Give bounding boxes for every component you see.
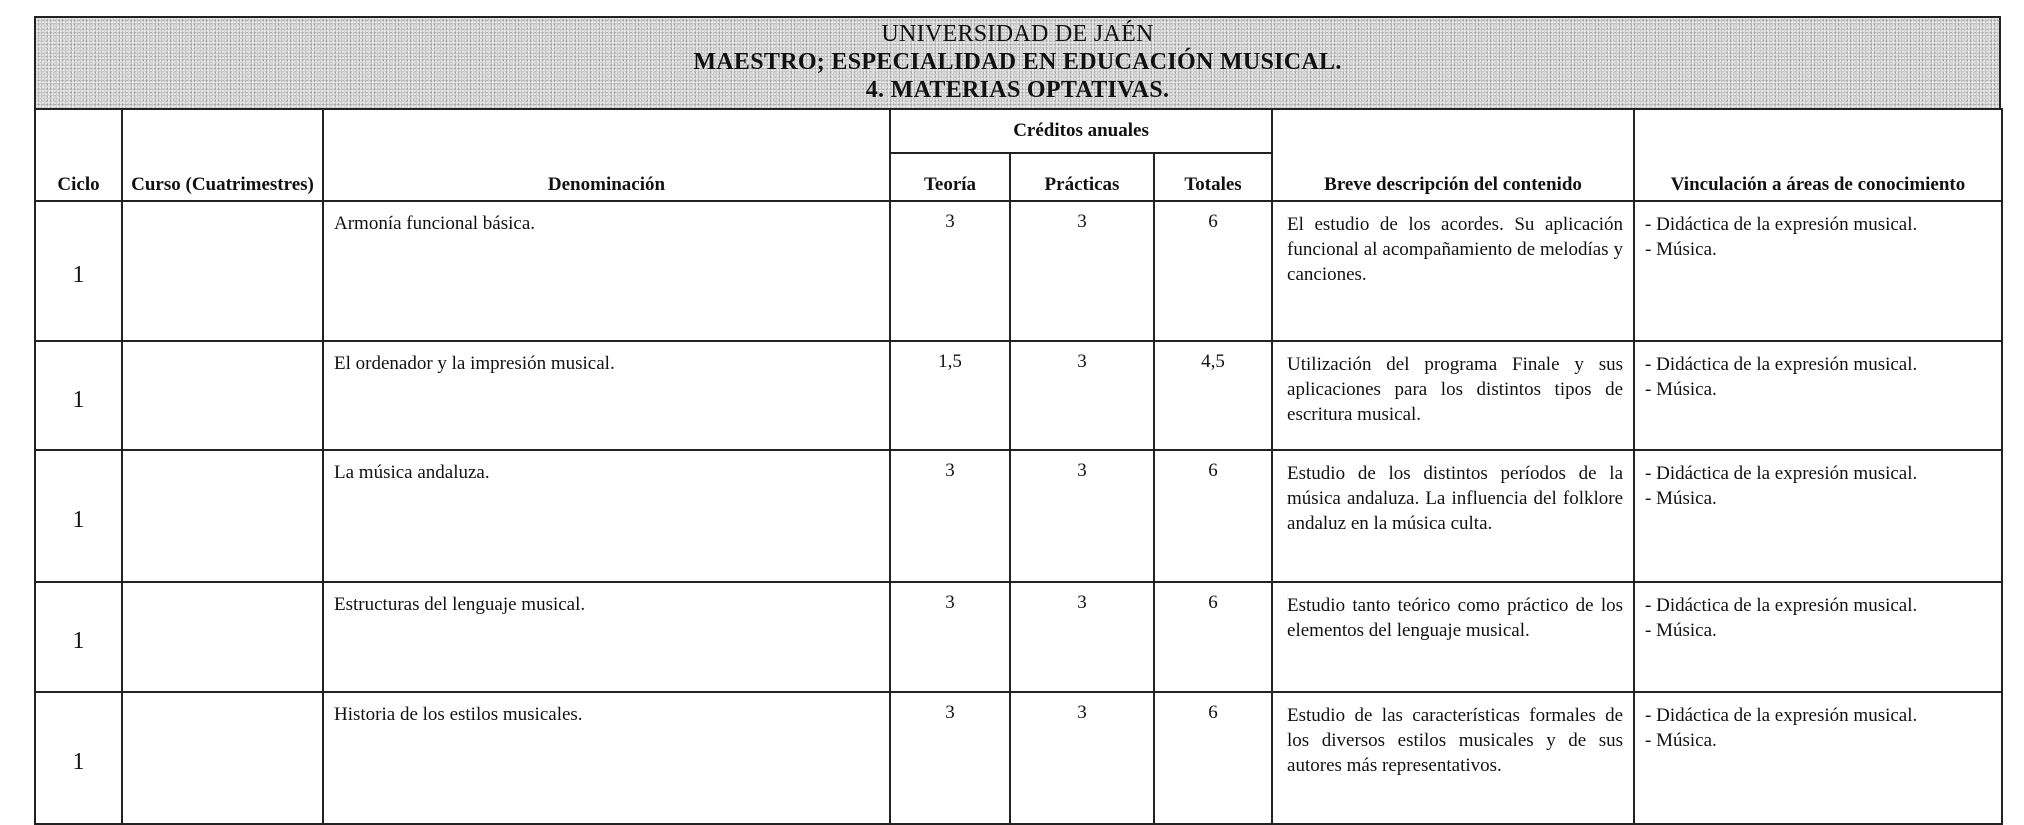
cell-denominacion: Estructuras del lenguaje musical. (323, 582, 890, 692)
cell-teoria: 3 (890, 692, 1010, 824)
area-item: - Didáctica de la expresión musical. (1645, 463, 1918, 484)
cell-ciclo: 1 (35, 201, 122, 341)
cell-teoria: 3 (890, 582, 1010, 692)
area-item: - Didáctica de la expresión musical. (1645, 705, 1918, 726)
university-title: UNIVERSIDAD DE JAÉN (881, 21, 1154, 47)
cell-ciclo: 1 (35, 692, 122, 824)
col-header-creditos: Créditos anuales (890, 109, 1272, 153)
cell-teoria: 3 (890, 450, 1010, 582)
table-row (35, 450, 2002, 582)
col-header-practicas: Prácticas (1010, 153, 1154, 201)
col-header-descripcion: Breve descripción del contenido (1272, 109, 1634, 201)
cell-teoria: 1,5 (890, 341, 1010, 450)
cell-denominacion: Historia de los estilos musicales. (323, 692, 890, 824)
table-row (35, 582, 2002, 692)
cell-areas (1634, 450, 2002, 582)
document-page (34, 16, 2001, 825)
header-banner (34, 16, 2001, 108)
area-item: - Didáctica de la expresión musical. (1645, 595, 1918, 616)
cell-totales: 6 (1154, 450, 1272, 582)
cell-curso (122, 450, 323, 582)
cell-descripcion: Estudio de los distintos períodos de la música andaluza. La influencia del folklore andaluz en la música culta. (1272, 450, 1634, 582)
table-row (35, 692, 2002, 824)
cell-practicas: 3 (1010, 450, 1154, 582)
area-item: - Didáctica de la expresión musical. (1645, 354, 1918, 375)
cell-denominacion: La música andaluza. (323, 450, 890, 582)
cell-curso (122, 692, 323, 824)
table-row (35, 201, 2002, 341)
table-row (35, 341, 2002, 450)
col-header-teoria: Teoría (890, 153, 1010, 201)
cell-descripcion: Estudio de las características formales de los diversos estilos musicales y de sus autores más representativos. (1272, 692, 1634, 824)
cell-totales: 6 (1154, 582, 1272, 692)
cell-ciclo: 1 (35, 582, 122, 692)
cell-areas (1634, 341, 2002, 450)
col-header-denominacion: Denominación (323, 109, 890, 201)
cell-practicas: 3 (1010, 692, 1154, 824)
area-item: - Didáctica de la expresión musical. (1645, 214, 1918, 235)
area-item: - Música. (1645, 488, 1717, 509)
area-item: - Música. (1645, 730, 1717, 751)
subjects-table (34, 108, 2003, 825)
cell-totales: 6 (1154, 201, 1272, 341)
cell-denominacion: Armonía funcional básica. (323, 201, 890, 341)
cell-curso (122, 201, 323, 341)
cell-totales: 6 (1154, 692, 1272, 824)
header-row-1 (35, 109, 2002, 153)
col-header-curso: Curso (Cuatrimestres) (122, 109, 323, 201)
cell-practicas: 3 (1010, 582, 1154, 692)
cell-practicas: 3 (1010, 341, 1154, 450)
cell-teoria: 3 (890, 201, 1010, 341)
cell-ciclo: 1 (35, 450, 122, 582)
section-title: 4. MATERIAS OPTATIVAS. (865, 77, 1170, 103)
cell-ciclo: 1 (35, 341, 122, 450)
col-header-totales: Totales (1154, 153, 1272, 201)
cell-descripcion: El estudio de los acordes. Su aplicación funcional al acompañamiento de melodías y canciones. (1272, 201, 1634, 341)
cell-practicas: 3 (1010, 201, 1154, 341)
col-header-areas: Vinculación a áreas de conocimiento (1634, 109, 2002, 201)
cell-descripcion: Utilización del programa Finale y sus aplicaciones para los distintos tipos de escritura musical. (1272, 341, 1634, 450)
cell-totales: 4,5 (1154, 341, 1272, 450)
degree-title: MAESTRO; ESPECIALIDAD EN EDUCACIÓN MUSICAL. (693, 49, 1342, 75)
area-item: - Música. (1645, 239, 1717, 260)
cell-denominacion: El ordenador y la impresión musical. (323, 341, 890, 450)
col-header-ciclo: Ciclo (35, 109, 122, 201)
cell-areas (1634, 201, 2002, 341)
cell-curso (122, 341, 323, 450)
area-item: - Música. (1645, 379, 1717, 400)
cell-descripcion: Estudio tanto teórico como práctico de los elementos del lenguaje musical. (1272, 582, 1634, 692)
area-item: - Música. (1645, 620, 1717, 641)
cell-areas (1634, 692, 2002, 824)
cell-curso (122, 582, 323, 692)
cell-areas (1634, 582, 2002, 692)
